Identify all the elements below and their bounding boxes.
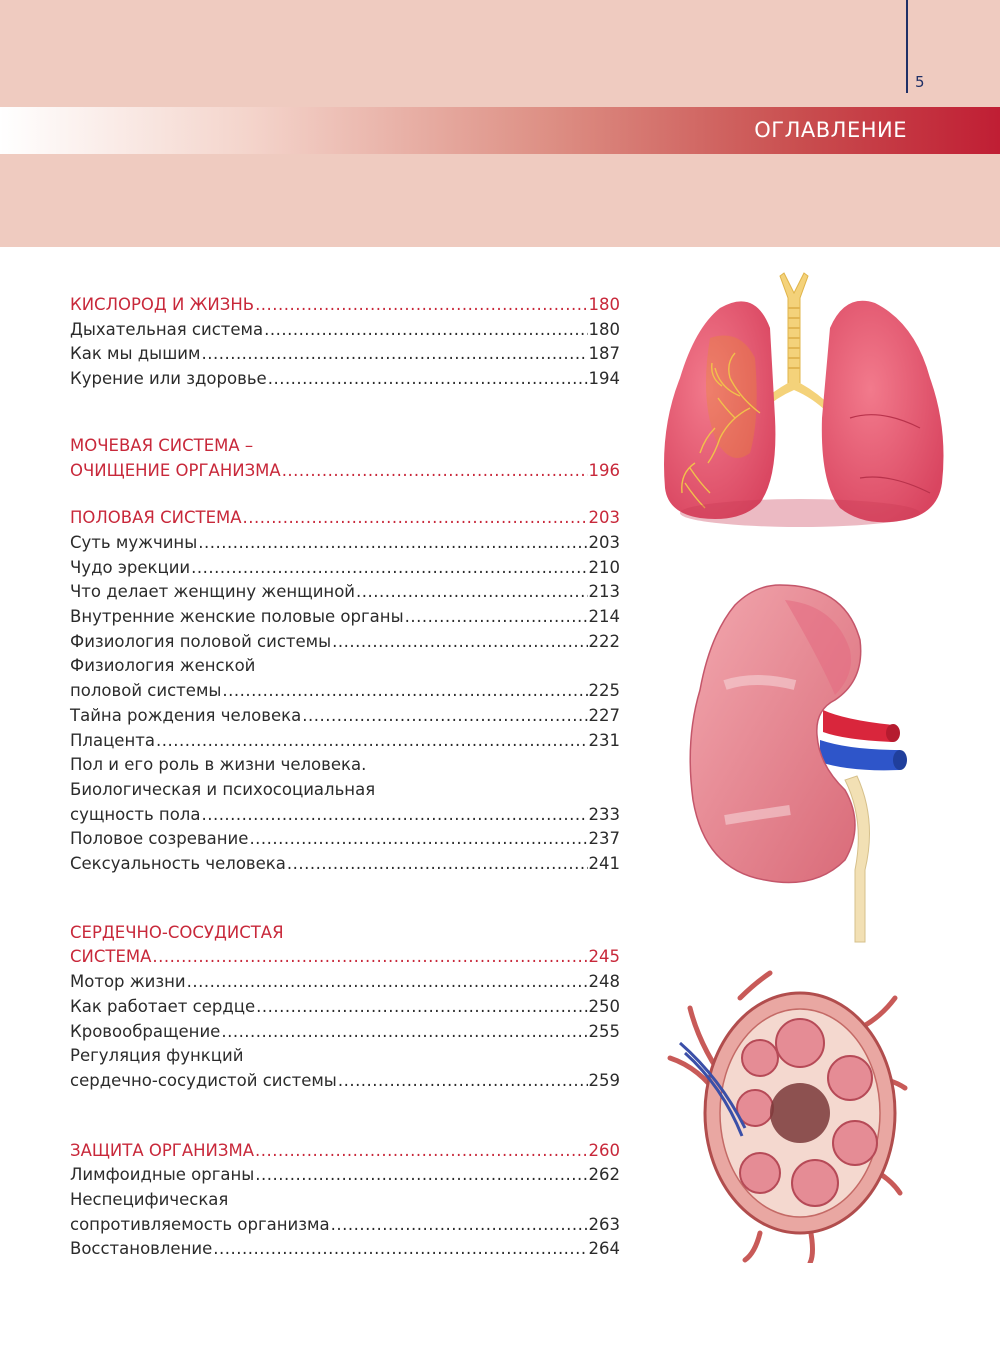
page-number-rule	[906, 0, 908, 93]
toc-page-number: 263	[588, 1214, 620, 1234]
toc-entry	[70, 505, 620, 530]
toc-page-number: 260	[588, 1140, 620, 1160]
toc-page-number: 180	[588, 295, 620, 314]
toc-page-number: 255	[588, 1021, 620, 1041]
toc-entry-title: Мотор жизни	[70, 972, 186, 992]
toc-leader-dots	[222, 678, 587, 703]
toc-leader-dots	[255, 1138, 587, 1163]
toc-entry	[70, 1236, 620, 1261]
toc-leader-dots	[201, 341, 587, 366]
toc-entry	[70, 1019, 620, 1044]
toc-leader-dots	[152, 944, 587, 969]
toc-entry	[70, 341, 620, 366]
toc-entry-title: Физиология половой системы	[70, 631, 332, 651]
toc-entry-title: Внутренние женские половые органы	[70, 607, 404, 626]
toc-leader-dots	[287, 851, 588, 876]
toc-entry-title: сопротивляемость организма	[70, 1214, 330, 1234]
toc-entry-title: СИСТЕМА	[70, 947, 152, 967]
toc-page-number: 214	[588, 607, 620, 626]
toc-page-number: 237	[588, 829, 620, 849]
toc-entry	[70, 944, 620, 969]
toc-entry-title: сердечно-сосудистой системы	[70, 1070, 337, 1090]
toc-entry-title: Тайна рождения человека	[70, 705, 302, 725]
toc-page-number: 231	[588, 730, 620, 750]
toc-heading-line: МОЧЕВАЯ СИСТЕМА –	[70, 435, 254, 455]
toc-page-number: 259	[588, 1070, 620, 1090]
toc-heading-line: Пол и его роль в жизни человека.	[70, 755, 367, 775]
toc-entry	[70, 994, 620, 1019]
page-number: 5	[915, 73, 925, 91]
toc-entry	[70, 703, 620, 728]
toc-entry-title: половой системы	[70, 681, 222, 701]
toc-page-number: 262	[588, 1165, 620, 1185]
toc-entry	[70, 728, 620, 753]
toc-leader-dots	[338, 1068, 588, 1093]
toc-heading-line: Неспецифическая	[70, 1190, 229, 1209]
toc-entry-title: Как мы дышим	[70, 344, 201, 364]
toc-page-number: 222	[588, 631, 620, 651]
toc-leader-dots	[255, 292, 587, 317]
toc-leader-dots	[356, 579, 587, 604]
toc-leader-dots	[156, 728, 588, 753]
toc-entry	[70, 629, 620, 654]
toc-page-number: 250	[588, 996, 620, 1016]
toc-entry-title: сущность пола	[70, 804, 201, 824]
toc-entry-title: Чудо эрекции	[70, 557, 191, 577]
toc-entry-title: Плацента	[70, 730, 155, 750]
lymph-node-illustration	[660, 968, 910, 1263]
toc-entry-title: Кровообращение	[70, 1021, 221, 1041]
toc-leader-dots	[249, 826, 587, 851]
toc-page-number: 241	[588, 854, 620, 873]
toc-leader-dots	[255, 1162, 587, 1187]
toc-leader-dots	[213, 1236, 587, 1261]
toc-entry	[70, 678, 620, 703]
toc-entry-title: Курение или здоровье	[70, 369, 267, 389]
toc-entry-title: Дыхательная система	[70, 319, 264, 339]
toc-leader-dots	[221, 1019, 587, 1044]
toc-entry	[70, 579, 620, 604]
toc-entry	[70, 292, 620, 317]
toc-entry	[70, 555, 620, 580]
toc-entry	[70, 530, 620, 555]
toc-entry-title: ОЧИЩЕНИЕ ОРГАНИЗМА	[70, 460, 281, 480]
lungs-illustration	[660, 268, 960, 543]
toc-page-number: 196	[588, 460, 620, 480]
toc-entry	[70, 458, 620, 483]
toc-entry	[70, 1162, 620, 1187]
toc-heading-line: Регуляция функций	[70, 1046, 244, 1066]
toc-entry-title: Что делает женщину женщиной	[70, 582, 356, 602]
toc-page-number: 248	[588, 972, 620, 992]
toc-leader-dots	[405, 604, 588, 629]
toc-heading-line: СЕРДЕЧНО-СОСУДИСТАЯ	[70, 922, 284, 942]
toc-entry-title: ЗАЩИТА ОРГАНИЗМА	[70, 1140, 255, 1160]
toc-leader-dots	[332, 629, 587, 654]
toc-entry-title: ПОЛОВАЯ СИСТЕМА	[70, 508, 242, 528]
toc-leader-dots	[302, 703, 587, 728]
toc-page-number: 194	[588, 369, 620, 389]
toc-entry	[70, 969, 620, 994]
toc-leader-dots	[187, 969, 588, 994]
toc-entry	[70, 851, 620, 876]
toc-page-number: 264	[588, 1239, 620, 1259]
toc-entry	[70, 1212, 620, 1237]
toc-page-number: 187	[588, 344, 620, 364]
toc-leader-dots	[331, 1212, 588, 1237]
page-title: ОГЛАВЛЕНИЕ	[754, 118, 907, 142]
toc-leader-dots	[243, 505, 588, 530]
toc-heading-line: Физиология женской	[70, 656, 256, 676]
toc-page-number: 210	[588, 557, 620, 577]
toc-entry-title: Восстановление	[70, 1239, 213, 1259]
toc-entry	[70, 317, 620, 342]
toc-entry	[70, 1068, 620, 1093]
toc-leader-dots	[191, 555, 587, 580]
toc-heading-line: Биологическая и психосоциальная	[70, 779, 376, 799]
toc-page-number: 227	[588, 705, 620, 725]
kidney-illustration	[685, 580, 910, 945]
toc-page-number: 180	[588, 319, 620, 339]
toc-page-number: 203	[588, 508, 620, 528]
toc-page-number: 203	[588, 532, 620, 552]
toc-leader-dots	[268, 366, 588, 391]
toc-entry-title: КИСЛОРОД И ЖИЗНЬ	[70, 295, 255, 314]
right-lung	[822, 301, 944, 523]
toc-entry-title: Суть мужчины	[70, 532, 198, 552]
toc-entry-title: Сексуальность человека	[70, 854, 286, 873]
toc-entry	[70, 802, 620, 827]
toc-leader-dots	[282, 458, 588, 483]
toc-entry-title: Лимфоидные органы	[70, 1165, 255, 1185]
toc-entry	[70, 604, 620, 629]
toc-entry-title: Как работает сердце	[70, 996, 256, 1016]
toc-leader-dots	[264, 317, 587, 342]
toc-page-number: 213	[588, 582, 620, 602]
toc-entry-title: Половое созревание	[70, 829, 249, 849]
toc-entry	[70, 826, 620, 851]
renal-vessels	[820, 710, 907, 770]
toc-page-number: 233	[588, 804, 620, 824]
toc-leader-dots	[256, 994, 587, 1019]
toc-page-number: 245	[588, 947, 620, 967]
toc-leader-dots	[198, 530, 587, 555]
toc-entry	[70, 366, 620, 391]
toc-page-number: 225	[588, 681, 620, 701]
toc-leader-dots	[201, 802, 587, 827]
toc-entry	[70, 1138, 620, 1163]
